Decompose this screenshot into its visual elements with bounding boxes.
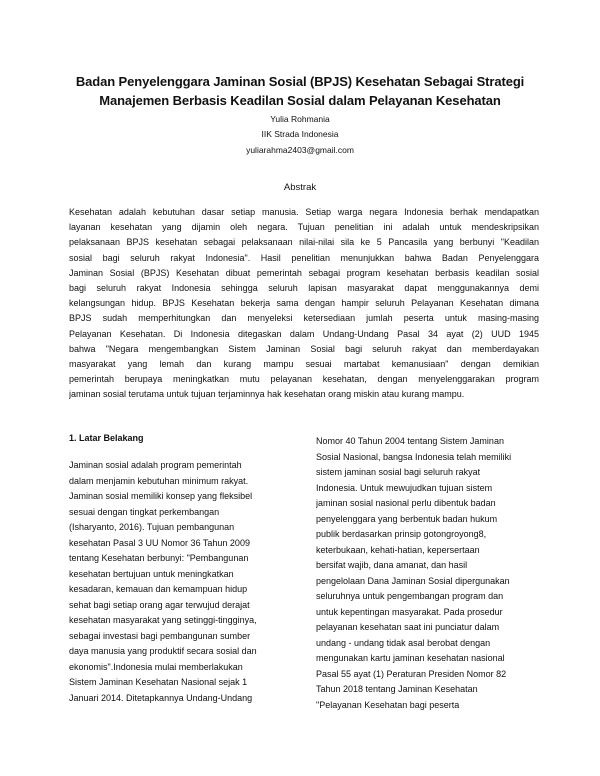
body-line: keterbukaan, kehati-hatian, kepersertaan bbox=[316, 544, 480, 555]
body-line: dalam menjamin kebutuhan minimum rakyat. bbox=[69, 475, 249, 486]
body-line: tentang Kesehatan berbunyi: "Pembangunan bbox=[69, 553, 249, 563]
abstract-line: masyarakat yang lemah dan kurang mampu sesuai martabat kemanusiaan" dengan demikian bbox=[69, 358, 539, 369]
abstract-line: sosial bagi seluruh rakyat Indonesia". Hasil penelitian menunjukkan bahwa Badan Penyelenggara bbox=[69, 252, 539, 263]
abstract-line: layanan kesehatan yang dijamin oleh negara. Tujuan penelitian ini adalah untuk mendeskripsikan bbox=[69, 222, 539, 233]
body-line: mengunakan kartu jaminan kesehatan nasional bbox=[316, 653, 505, 663]
body-line: publik berdasarkan prinsip gotongroyong8, bbox=[316, 529, 487, 539]
body-line: kesehatan Pasal 3 UU Nomor 36 Tahun 2009 bbox=[69, 537, 250, 548]
paper-title bbox=[60, 72, 540, 110]
body-line: sesuai dengan tingkat perkembangan bbox=[69, 506, 220, 517]
body-line: "Pelayanan Kesehatan bagi peserta bbox=[316, 699, 460, 710]
body-line: pelayanan kesehatan saat ini punciatur dalam bbox=[316, 622, 500, 632]
body-line: (Isharyanto, 2016). Tujuan pembangunan bbox=[69, 522, 235, 532]
abstract-line: Kesehatan adalah kebutuhan dasar setiap manusia. Setiap warga negara Indonesia berhak mendapatkan bbox=[69, 207, 539, 217]
title-line: Manajemen Berbasis Keadilan Sosial dalam Pelayanan Kesehatan bbox=[99, 93, 501, 108]
right-column bbox=[316, 434, 546, 713]
body-line: pengelolaan Dana Jaminan Sosial dipergunakan bbox=[316, 575, 510, 586]
body-line: Jaminan sosial memiliki konsep yang fleksibel bbox=[69, 491, 253, 501]
abstract-heading: Abstrak bbox=[283, 182, 317, 193]
abstract-line: pelaksanaan BPJS kesehatan sebagai pelaksanaan nilai-nilai sila ke 5 Pancasila yang berbunyi "Keadilan bbox=[69, 237, 539, 248]
abstract-line: bagi seluruh rakyat Indonesia sehingga seluruh lapisan masyarakat dapat menggunakannya demi bbox=[69, 282, 539, 293]
body-line: kesadaran, kemauan dan kemampuan hidup bbox=[69, 584, 248, 594]
body-line: Sosial Nasional, bangsa Indonesia telah memiliki bbox=[316, 451, 512, 462]
abstract-body bbox=[69, 205, 539, 402]
author-email: yuliarahma2403@gmail.com bbox=[246, 145, 354, 155]
title-line: Badan Penyelenggara Jaminan Sosial (BPJS) Kesehatan Sebagai Strategi bbox=[75, 74, 525, 89]
left-column bbox=[69, 458, 304, 706]
author-affiliation: IIK Strada Indonesia bbox=[261, 129, 339, 139]
body-line: seluruhnya untuk pengembangan program dan bbox=[316, 591, 504, 601]
abstract-line: pemerintah berupaya meningkatkan mutu pelayanan kesehatan, dengan menyelenggarakan program bbox=[69, 374, 539, 385]
body-line: ekonomis".Indonesia mulai memberlakukan bbox=[69, 661, 243, 672]
body-line: Indonesia. Untuk mewujudkan tujuan sistem bbox=[316, 482, 493, 493]
body-line: undang - undang tidak asal berobat dengan bbox=[316, 637, 491, 648]
body-line: Tahun 2018 tentang Jaminan Kesehatan bbox=[316, 684, 478, 694]
body-line: sehat bagi setiap orang agar terwujud derajat bbox=[69, 599, 250, 610]
author-name: Yulia Rohmania bbox=[270, 114, 330, 124]
section-heading: 1. Latar Belakang bbox=[69, 433, 144, 443]
abstract-line: Pelayanan Kesehatan. Di Indonesia ditegaskan dalam Undang-Undang Pasal 34 ayat (2) UUD 1945 bbox=[69, 328, 539, 339]
body-line: penyelenggara yang berbentuk badan hukum bbox=[316, 513, 498, 524]
body-line: sistem jaminan sosial bagi seluruh rakyat bbox=[316, 467, 481, 477]
abstract-line: BPJS sudah memperhitungkan dan menyeleksi ketersediaan jumlah peserta untuk masing-masing bbox=[69, 313, 539, 324]
abstract-line: jaminan sosial terutama untuk tujuan terjaminnya hak kesehatan orang miskin atau kurang mampu. bbox=[69, 389, 465, 400]
body-line: Pasal 55 ayat (1) Peraturan Presiden Nomor 82 bbox=[316, 668, 507, 679]
body-line: sebagai investasi bagi pembangunan sumber bbox=[69, 630, 251, 641]
body-line: Jaminan sosial adalah program pemerintah bbox=[69, 460, 242, 470]
body-line: untuk kepentingan masyarakat. Pada prosedur bbox=[316, 606, 503, 617]
body-line: daya manusia yang produktif secara sosial dan bbox=[69, 646, 257, 656]
body-line: Januari 2014. Ditetapkannya Undang-Undang bbox=[69, 692, 253, 703]
body-line: jaminan sosial nasional perlu dibentuk badan bbox=[316, 498, 496, 508]
body-line: Nomor 40 Tahun 2004 tentang Sistem Jaminan bbox=[316, 436, 504, 446]
body-line: bersifat wajib, dana amanat, dan hasil bbox=[316, 560, 468, 570]
body-line: kesehatan bertujuan untuk meningkatkan bbox=[69, 568, 234, 579]
abstract-line: Jaminan Sosial (BPJS) Kesehatan dibuat pemerintah sebagai program kesehatan berbasis keadilan sosial bbox=[69, 267, 539, 278]
body-line: Sistem Jaminan Kesehatan Nasional sejak 1 bbox=[69, 677, 248, 687]
abstract-line: kelangsungan hidup. BPJS Kesehatan bekerja sama dengan hampir seluruh Pelayanan Kesehatan dimana bbox=[69, 298, 539, 309]
body-line: kesehatan masyarakat yang setinggi-tingginya, bbox=[69, 615, 257, 625]
abstract-line: bahwa "Negara mengembangkan Sistem Jaminan Sosial bagi seluruh rakyat dan memberdayakan bbox=[69, 343, 539, 354]
